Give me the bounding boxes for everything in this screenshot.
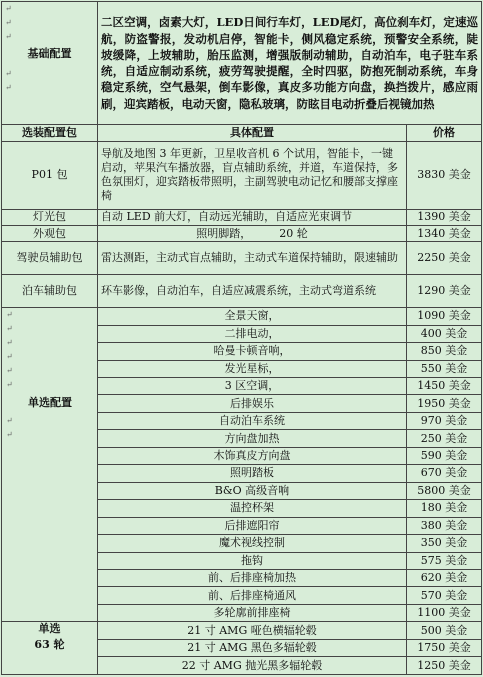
single-option-name: 后排遮阳帘 (98, 517, 407, 534)
return-arrow-icon: ↵ (6, 416, 13, 426)
single-option-name: 方向盘加热 (98, 430, 407, 447)
single-option-name: 前、后排座椅通风 (98, 587, 407, 604)
wheel-option-name: 22 寸 AMG 抛光黑多辐轮毂 (98, 657, 407, 675)
single-option-price: 550 美金 (407, 360, 482, 377)
package-name: P01 包 (2, 141, 98, 209)
single-option-price: 1950 美金 (407, 395, 482, 412)
package-row (2, 209, 482, 225)
return-arrow-icon: ↵ (6, 338, 13, 348)
single-option-name: 3 区空调， (98, 377, 407, 394)
package-price: 3830 美金 (407, 141, 482, 209)
package-name: 外观包 (2, 225, 98, 241)
single-option-price: 575 美金 (407, 552, 482, 569)
return-arrow-icon: ↵ (5, 69, 12, 78)
wheel-option-label-line2: 63 轮 (34, 638, 65, 652)
package-row (2, 275, 482, 308)
wheel-option-row (2, 622, 482, 639)
package-price: 1340 美金 (407, 225, 482, 241)
single-option-name: 温控杯架 (98, 500, 407, 517)
wheel-option-price: 1250 美金 (407, 657, 482, 675)
single-option-name: 自动泊车系统 (98, 412, 407, 429)
single-option-label-cell (2, 308, 98, 622)
single-option-name: 全景天窗， (98, 308, 407, 325)
single-option-price: 350 美金 (407, 535, 482, 552)
return-arrow-icon: ↵ (6, 310, 13, 320)
single-option-price: 590 美金 (407, 447, 482, 464)
single-option-price: 570 美金 (407, 587, 482, 604)
single-option-price: 1450 美金 (407, 377, 482, 394)
package-name: 灯光包 (2, 209, 98, 225)
package-row (2, 141, 482, 209)
package-detail: 环车影像，自动泊车，自适应减震系统，主动式弯道系统 (98, 275, 407, 308)
single-option-name: 前、后排座椅加热 (98, 569, 407, 586)
header-price: 价格 (407, 125, 482, 141)
single-option-price: 250 美金 (407, 430, 482, 447)
wheel-option-price: 1750 美金 (407, 639, 482, 656)
wheel-option-name: 21 寸 AMG 哑色横辐轮毂 (98, 622, 407, 639)
return-arrow-icon: ↵ (6, 366, 13, 376)
single-option-name: B&O 高级音响 (98, 482, 407, 499)
package-detail: 导航及地图 3 年更新，卫星收音机 6 个试用，智能卡，一键启动，苹果汽车播放器，盲点辅助系统，并道，车道保持，多色氛围灯，迎宾踏板带照明，主副驾驶电动记忆和腰部支撑座椅 (98, 141, 407, 209)
single-option-name: 二排电动， (98, 325, 407, 342)
header-detail: 具体配置 (98, 125, 407, 141)
package-name: 泊车辅助包 (2, 275, 98, 308)
package-row (2, 225, 482, 241)
package-row (2, 242, 482, 275)
wheel-option-label-line1: 单选 (38, 622, 61, 636)
package-price: 1290 美金 (407, 275, 482, 308)
single-option-name: 木饰真皮方向盘 (98, 447, 407, 464)
single-option-name: 拖钩 (98, 552, 407, 569)
return-arrow-icon: ↵ (6, 430, 13, 440)
wheel-option-name: 21 寸 AMG 黑色多辐轮毂 (98, 639, 407, 656)
return-arrow-icon: ↵ (5, 32, 12, 41)
single-option-name: 照明踏板 (98, 465, 407, 482)
single-option-price: 380 美金 (407, 517, 482, 534)
single-option-price: 1090 美金 (407, 308, 482, 325)
single-option-price: 1100 美金 (407, 604, 482, 621)
single-option-price: 670 美金 (407, 465, 482, 482)
single-option-price: 5800 美金 (407, 482, 482, 499)
package-price: 2250 美金 (407, 242, 482, 275)
package-detail: 照明脚踏， 20 轮 (98, 225, 407, 241)
single-option-name: 发光星标， (98, 360, 407, 377)
single-option-price: 620 美金 (407, 569, 482, 586)
header-package: 选装配置包 (2, 125, 98, 141)
package-price: 1390 美金 (407, 209, 482, 225)
single-option-price: 180 美金 (407, 500, 482, 517)
base-config-label: 基础配置 (27, 47, 72, 60)
base-config-row (2, 2, 482, 125)
single-option-price: 850 美金 (407, 343, 482, 360)
package-detail: 自动 LED 前大灯，自动远光辅助，自适应光束调节 (98, 209, 407, 225)
base-config-label-cell (2, 2, 98, 125)
single-option-price: 400 美金 (407, 325, 482, 342)
base-config-text: 二区空调，卤素大灯，LED日间行车灯，LED尾灯，高位刹车灯，定速巡航，防盗警报，发动机启停，智能卡，侧风稳定系统，预警安全系统，陡坡缓降，上坡辅助，胎压监测，增强版制动辅助，自动泊车，电子驻车系统，自适应制动系统，疲劳驾驶提醒，全时四驱，防抱死制动系统，车身稳定系统，空气悬架，倒车影像，真皮多功能方向盘，换挡拨片，感应雨刷，迎宾踏板，电动天窗，隐私玻璃，防眩目电动折叠后视镜加热 (101, 15, 479, 111)
wheel-option-label-cell (2, 622, 98, 675)
single-option-row (2, 308, 482, 325)
package-detail: 雷达测距，主动式盲点辅助，主动式车道保持辅助，限速辅助 (98, 242, 407, 275)
spec-table (1, 1, 482, 675)
wheel-option-price: 500 美金 (407, 622, 482, 639)
single-option-name: 魔术视线控制 (98, 535, 407, 552)
return-arrow-icon: ↵ (5, 18, 12, 27)
return-arrow-icon: ↵ (5, 83, 12, 92)
return-arrow-icon: ↵ (6, 380, 13, 390)
header-row (2, 125, 482, 141)
return-arrow-icon: ↵ (6, 352, 13, 362)
single-option-price: 970 美金 (407, 412, 482, 429)
single-option-name: 哈曼卡顿音响， (98, 343, 407, 360)
return-arrow-icon: ↵ (6, 324, 13, 334)
single-option-name: 后排娱乐 (98, 395, 407, 412)
base-config-text-cell (98, 2, 482, 125)
package-name: 驾驶员辅助包 (2, 242, 98, 275)
single-option-name: 多轮廓前排座椅 (98, 604, 407, 621)
single-option-label: 单选配置 (28, 396, 72, 410)
return-arrow-icon: ↵ (5, 4, 12, 13)
